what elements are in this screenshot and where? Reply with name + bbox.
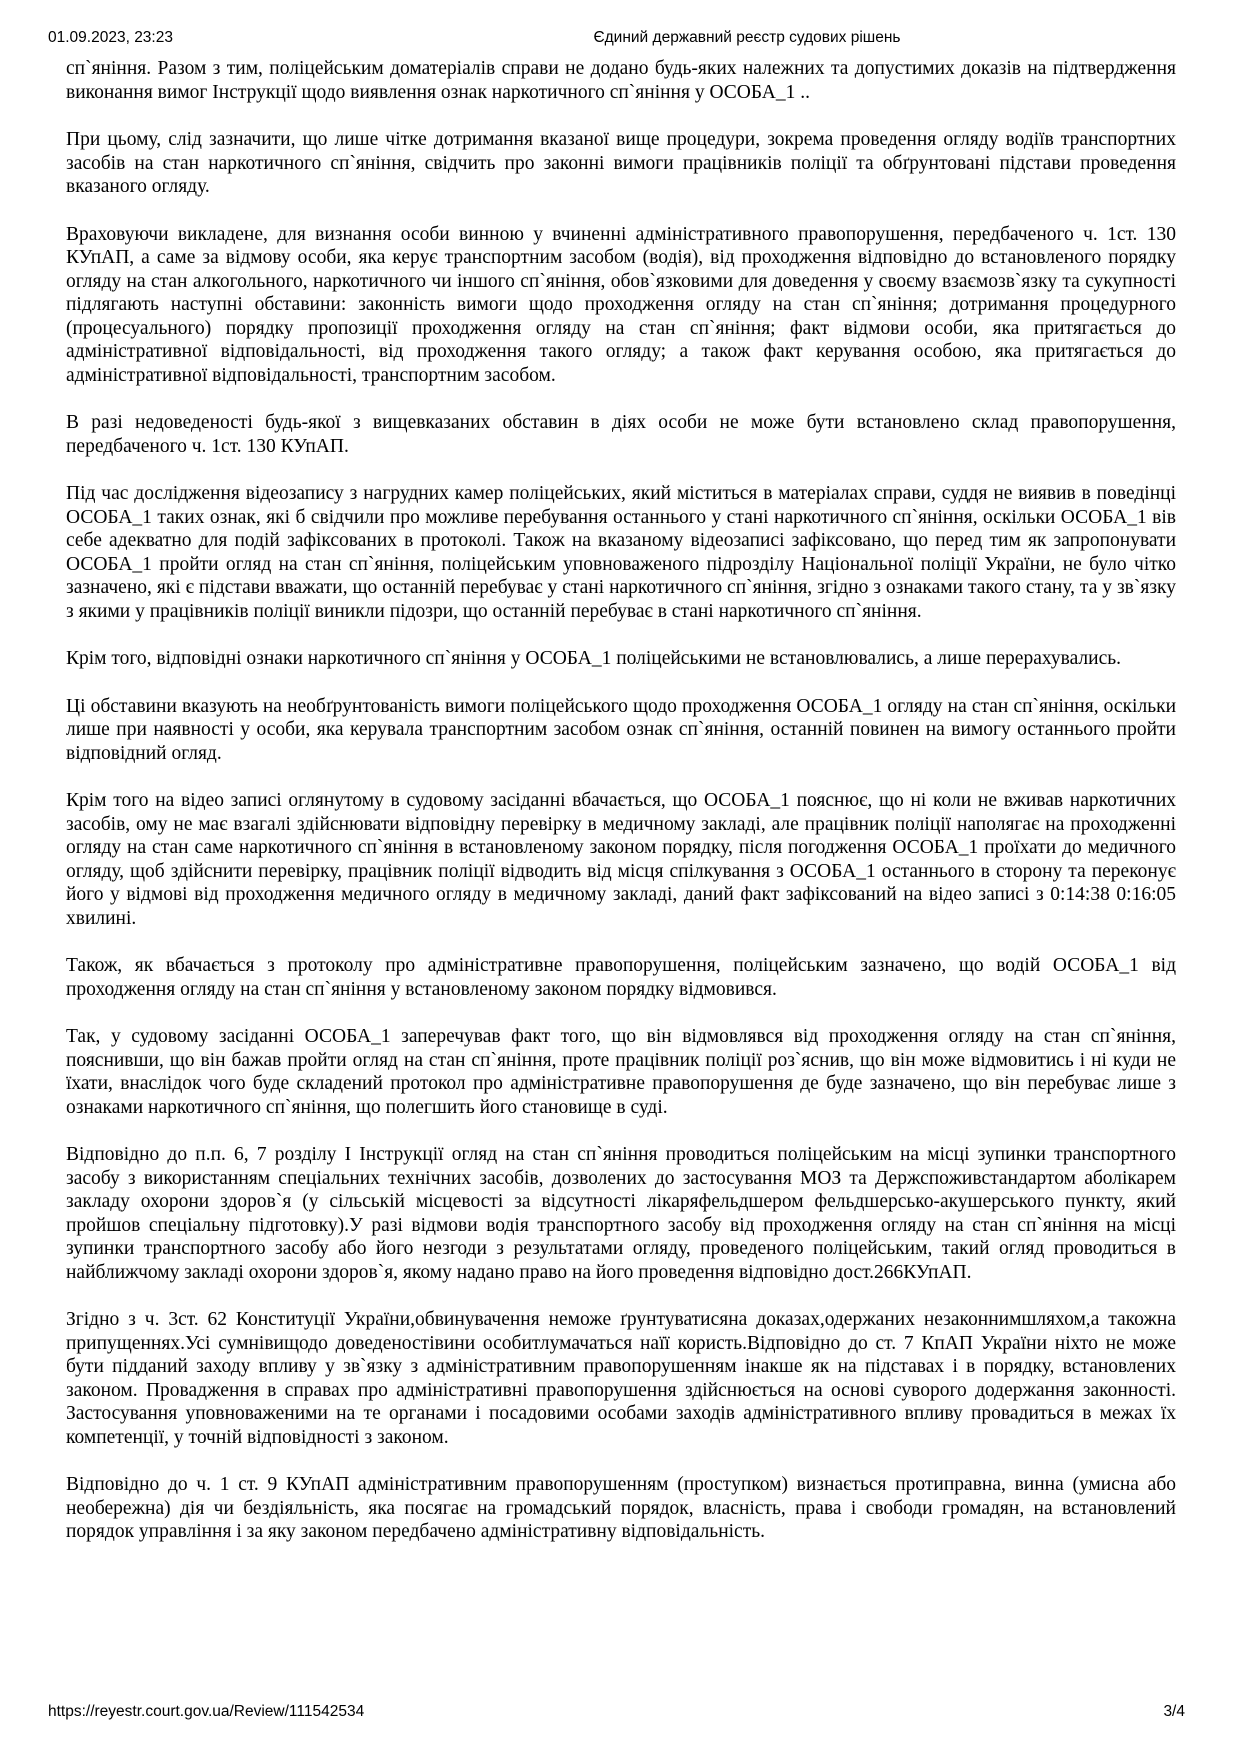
- paragraph: Також, як вбачається з протоколу про адміністративне правопорушення, поліцейським зазначено, що водій ОСОБА_1 від проходження огляду на стан сп`яніння у встановленому законом порядку відмовився.: [66, 955, 1176, 1000]
- paragraph: Крім того на відео записі оглянутому в судовому засіданні вбачається, що ОСОБА_1 пояснює, що ні коли не вживав наркотичних засобів, ому не має взагалі здійснювати відповідну перевірку в медичному закладі, але працівник поліції наполягає на проходженні огляду на стан саме наркотичного сп`яніння в встановленому законом порядку, після погодження ОСОБА_1 проїхати до медичного огляду, щоб здійснити перевірку, працівник поліції відводить від місця спілкування з ОСОБА_1 останнього в сторону та переконує його у відмові від проходження медичного огляду в медичному закладі, даний факт зафіксований на відео записі з 0:14:38 0:16:05 хвилині.: [66, 790, 1176, 929]
- source-url: https://reyestr.court.gov.ua/Review/111542534: [48, 1703, 365, 1720]
- paragraph: Під час дослідження відеозапису з нагрудних камер поліцейських, який міститься в матеріалах справи, суддя не виявив в поведінці ОСОБА_1 таких ознак, які б свідчили про можливе перебування останнього у стані наркотичного сп`яніння, оскільки ОСОБА_1 вів себе адекватно для подій зафіксованих в протоколі. Також на вказаному відеозаписі зафіксовано, що перед тим як запропонувати ОСОБА_1 пройти огляд на стан сп`яніння, поліцейським уповноваженого підрозділу Національної поліції України, не було чітко зазначено, які є підстави вважати, що останній перебуває у стані наркотичного сп`яніння, згідно з ознаками такого стану, та у зв`язку з якими у працівників поліції виникли підозри, що останній перебуває в стані наркотичного сп`яніння.: [66, 483, 1176, 622]
- registry-title: Єдиний державний реєстр судових рішень: [593, 29, 901, 46]
- paragraph: В разі недоведеності будь-якої з вищевказаних обставин в діях особи не може бути встановлено склад правопорушення, передбаченого ч. 1ст. 130 КУпАП.: [66, 412, 1176, 457]
- paragraph: Так, у судовому засіданні ОСОБА_1 заперечував факт того, що він відмовлявся від проходження огляду на стан сп`яніння, пояснивши, що він бажав пройти огляд на стан сп`яніння, проте працівник поліції роз`яснив, що він може відмовитись і ні куди не їхати, внаслідок чого буде складений протокол про адміністративне правопорушення де буде зазначено, що він перебуває лише з ознаками наркотичного сп`яніння, що полегшить його становище в суді.: [66, 1026, 1176, 1118]
- page-indicator: 3/4: [1163, 1703, 1185, 1720]
- paragraph: При цьому, слід зазначити, що лише чітке дотримання вказаної вище процедури, зокрема проведення огляду водіїв транспортних засобів на стан наркотичного сп`яніння, свідчить про законні вимоги працівників поліції та обґрунтовані підстави проведення вказаного огляду.: [66, 129, 1176, 197]
- paragraph: Враховуючи викладене, для визнання особи винною у вчиненні адміністративного правопорушення, передбаченого ч. 1ст. 130 КУпАП, а саме за відмову особи, яка керує транспортним засобом (водія), від проходження відповідно до встановленого порядку огляду на стан алкогольного, наркотичного чи іншого сп`яніння, обов`язковими для доведення у своєму взаємозв`язку та сукупності підлягають наступні обставини: законність вимоги щодо проходження огляду на стан сп`яніння; дотримання процедурного (процесуального) порядку пропозиції проходження огляду на стан сп`яніння; факт відмови особи, яка притягається до адміністративної відповідальності, від проходження такого огляду; а також факт керування особою, яка притягається до адміністративної відповідальності, транспортним засобом.: [66, 223, 1176, 386]
- paragraph: Відповідно до ч. 1 ст. 9 КУпАП адміністративним правопорушенням (проступком) визнається протиправна, винна (умисна або необережна) дія чи бездіяльність, яка посягає на громадський порядок, власність, права і свободи громадян, на встановлений порядок управління і за яку законом передбачено адміністративну відповідальність.: [66, 1474, 1176, 1542]
- paragraph: Ці обставини вказують на необґрунтованість вимоги поліцейського щодо проходження ОСОБА_1 огляду на стан сп`яніння, оскільки лише при наявності у особи, яка керувала транспортним засобом ознак сп`яніння, останній повинен на вимогу останнього пройти відповідний огляд.: [66, 695, 1176, 764]
- paragraph: Крім того, відповідні ознаки наркотичного сп`яніння у ОСОБА_1 поліцейськими не встановлювались, а лише перерахувались.: [66, 648, 1121, 669]
- paragraph: Згідно з ч. 3ст. 62 Конституції України,обвинувачення неможе ґрунтуватисяна доказах,одержаних незаконнимшляхом,а такожна припущеннях.Усі сумнівищодо доведеностівини особитлумачаться наїї користь.Відповідно до ст. 7 КпАП України ніхто не може бути підданий заходу впливу у зв`язку з адміністративним правопорушенням інакше як на підставах і в порядку, встановлених законом. Провадження в справах про адміністративні правопорушення здійснюється на основі суворого додержання законності. Застосування уповноваженими на те органами і посадовими особами заходів адміністративного впливу провадиться в межах їх компетенції, у точній відповідності з законом.: [66, 1309, 1176, 1448]
- paragraph: Відповідно до п.п. 6, 7 розділу І Інструкції огляд на стан сп`яніння проводиться поліцейським на місці зупинки транспортного засобу з використанням спеціальних технічних засобів, дозволених до застосування МОЗ та Держспоживстандартом аболікарем закладу охорони здоров`я (у сільській місцевості за відсутності лікаряфельдшером фельдшерсько-акушерського пункту, який пройшов спеціальну підготовку).У разі відмови водія транспортного засобу від проходження огляду на стан сп`яніння на місці зупинки транспортного засобу або його незгоди з результатами огляду, проведеного поліцейським, такий огляд проводиться в найближчому закладі охорони здоров`я, якому надано право на його проведення відповідно дост.266КУпАП.: [66, 1144, 1176, 1283]
- decision-text: [66, 57, 1176, 1568]
- paragraph: сп`яніння. Разом з тим, поліцейським доматеріалів справи не додано будь-яких належних та допустимих доказів на підтвердження виконання вимог Інструкції щодо виявлення ознак наркотичного сп`яніння у ОСОБА_1 ..: [66, 58, 1176, 103]
- print-datetime: 01.09.2023, 23:23: [48, 29, 173, 46]
